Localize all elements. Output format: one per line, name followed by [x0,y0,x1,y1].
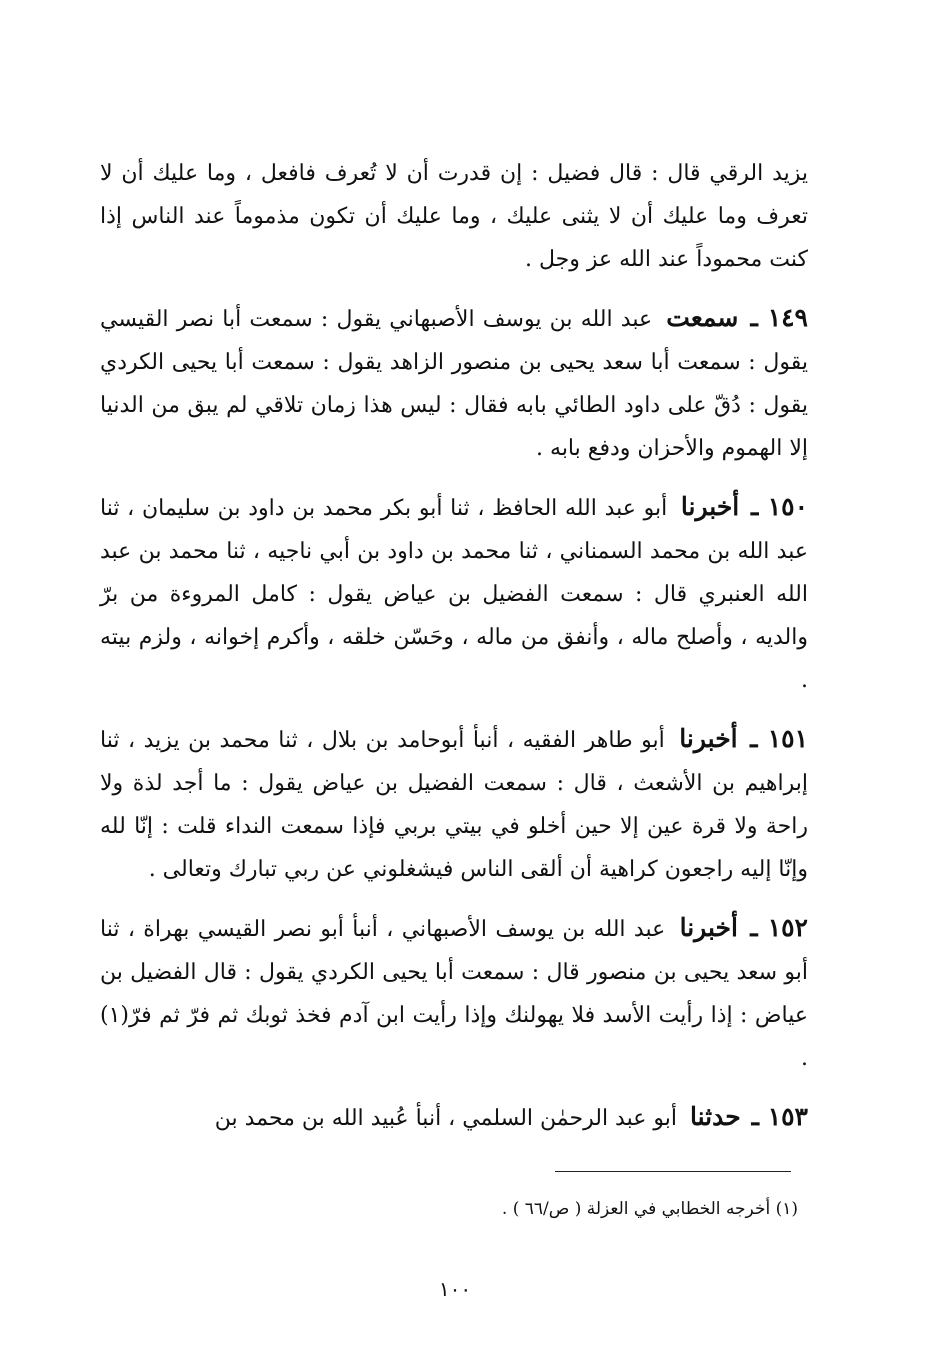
paragraph-text: أبو عبد الرحمٰن السلمي ، أنبأ عُبيد الله بن محمد بن [214,1106,677,1131]
paragraph-text: يزيد الرقي قال : قال فضيل : إن قدرت أن لا تُعرف فافعل ، وما عليك أن لا تعرف وما عليك أن لا يثنى عليك ، وما عليك أن تكون مذموماً عند الناس إذا كنت محموداً عند الله عز وجل . [100,161,808,272]
paragraph-number: ١٥٣ ـ [751,1102,808,1131]
paragraph-keyword: حدثنا [689,1102,741,1131]
paragraph-text: عبد الله بن يوسف الأصبهاني يقول : سمعت أبا نصر القيسي يقول : سمعت أبا سعد يحيى بن منصور الزاهد يقول : سمعت أبا يحيى الكردي يقول : دُقّ على داود الطائي بابه فقال : ليس هذا زمان تلاقي لم يبق من الدنيا إلا الهموم والأحزان ودفع بابه . [100,307,808,461]
paragraph-number: ١٤٩ ـ [750,303,808,332]
footnote-divider [555,1171,791,1172]
paragraph-149 [100,296,808,470]
paragraph-number: ١٥١ ـ [750,724,809,753]
paragraph-keyword: أخبرنا [679,724,738,753]
paragraph-keyword: أخبرنا [680,492,740,521]
paragraph-number: ١٥٢ ـ [750,913,808,942]
paragraph-continuation [100,152,808,281]
main-text [100,152,808,1155]
paragraph-text: أبو طاهر الفقيه ، أنبأ أبوحامد بن بلال ، ثنا محمد بن يزيد ، ثنا إبراهيم بن الأشعث ، قال : سمعت الفضيل بن عياض يقول : ما أجد لذة ولا راحة ولا قرة عين إلا حين أخلو في بيتي بربي فإذا سمعت النداء قلت : إنّا لله وإنّا إليه راجعون كراهية أن ألقى الناس فيشغلوني عن ربي تبارك وتعالى . [100,728,808,882]
paragraph-150 [100,485,808,702]
paragraph-153 [100,1095,808,1140]
paragraph-keyword: أخبرنا [679,913,738,942]
paragraph-text: أبو عبد الله الحافظ ، ثنا أبو بكر محمد بن داود بن سليمان ، ثنا عبد الله بن محمد السمناني ، ثنا محمد بن داود بن أبي ناجيه ، ثنا محمد بن عبد الله العنبري قال : سمعت الفضيل بن عياض يقول : كامل المروءة من برّ والديه ، وأصلح ماله ، وأنفق من ماله ، وحَسّن خلقه ، وأكرم إخوانه ، ولزم بيته . [100,496,808,693]
paragraph-151 [100,717,808,891]
paragraph-text: عبد الله بن يوسف الأصبهاني ، أنبأ أبو نصر القيسي بهراة ، ثنا أبو سعد يحيى بن منصور قال : سمعت أبا يحيى الكردي يقول : قال الفضيل بن عياض : إذا رأيت الأسد فلا يهولنك وإذا رأيت ابن آدم فخذ ثوبك ثم فرّ ثم فرّ(١) . [100,917,808,1071]
paragraph-152 [100,906,808,1080]
paragraph-number: ١٥٠ ـ [750,492,809,521]
footnote: (١) أخرجه الخطابي في العزلة ( ص/٦٦ ) . [501,1199,798,1219]
page-number: ١٠٠ [438,1277,472,1301]
paragraph-keyword: سمعت [666,303,739,332]
